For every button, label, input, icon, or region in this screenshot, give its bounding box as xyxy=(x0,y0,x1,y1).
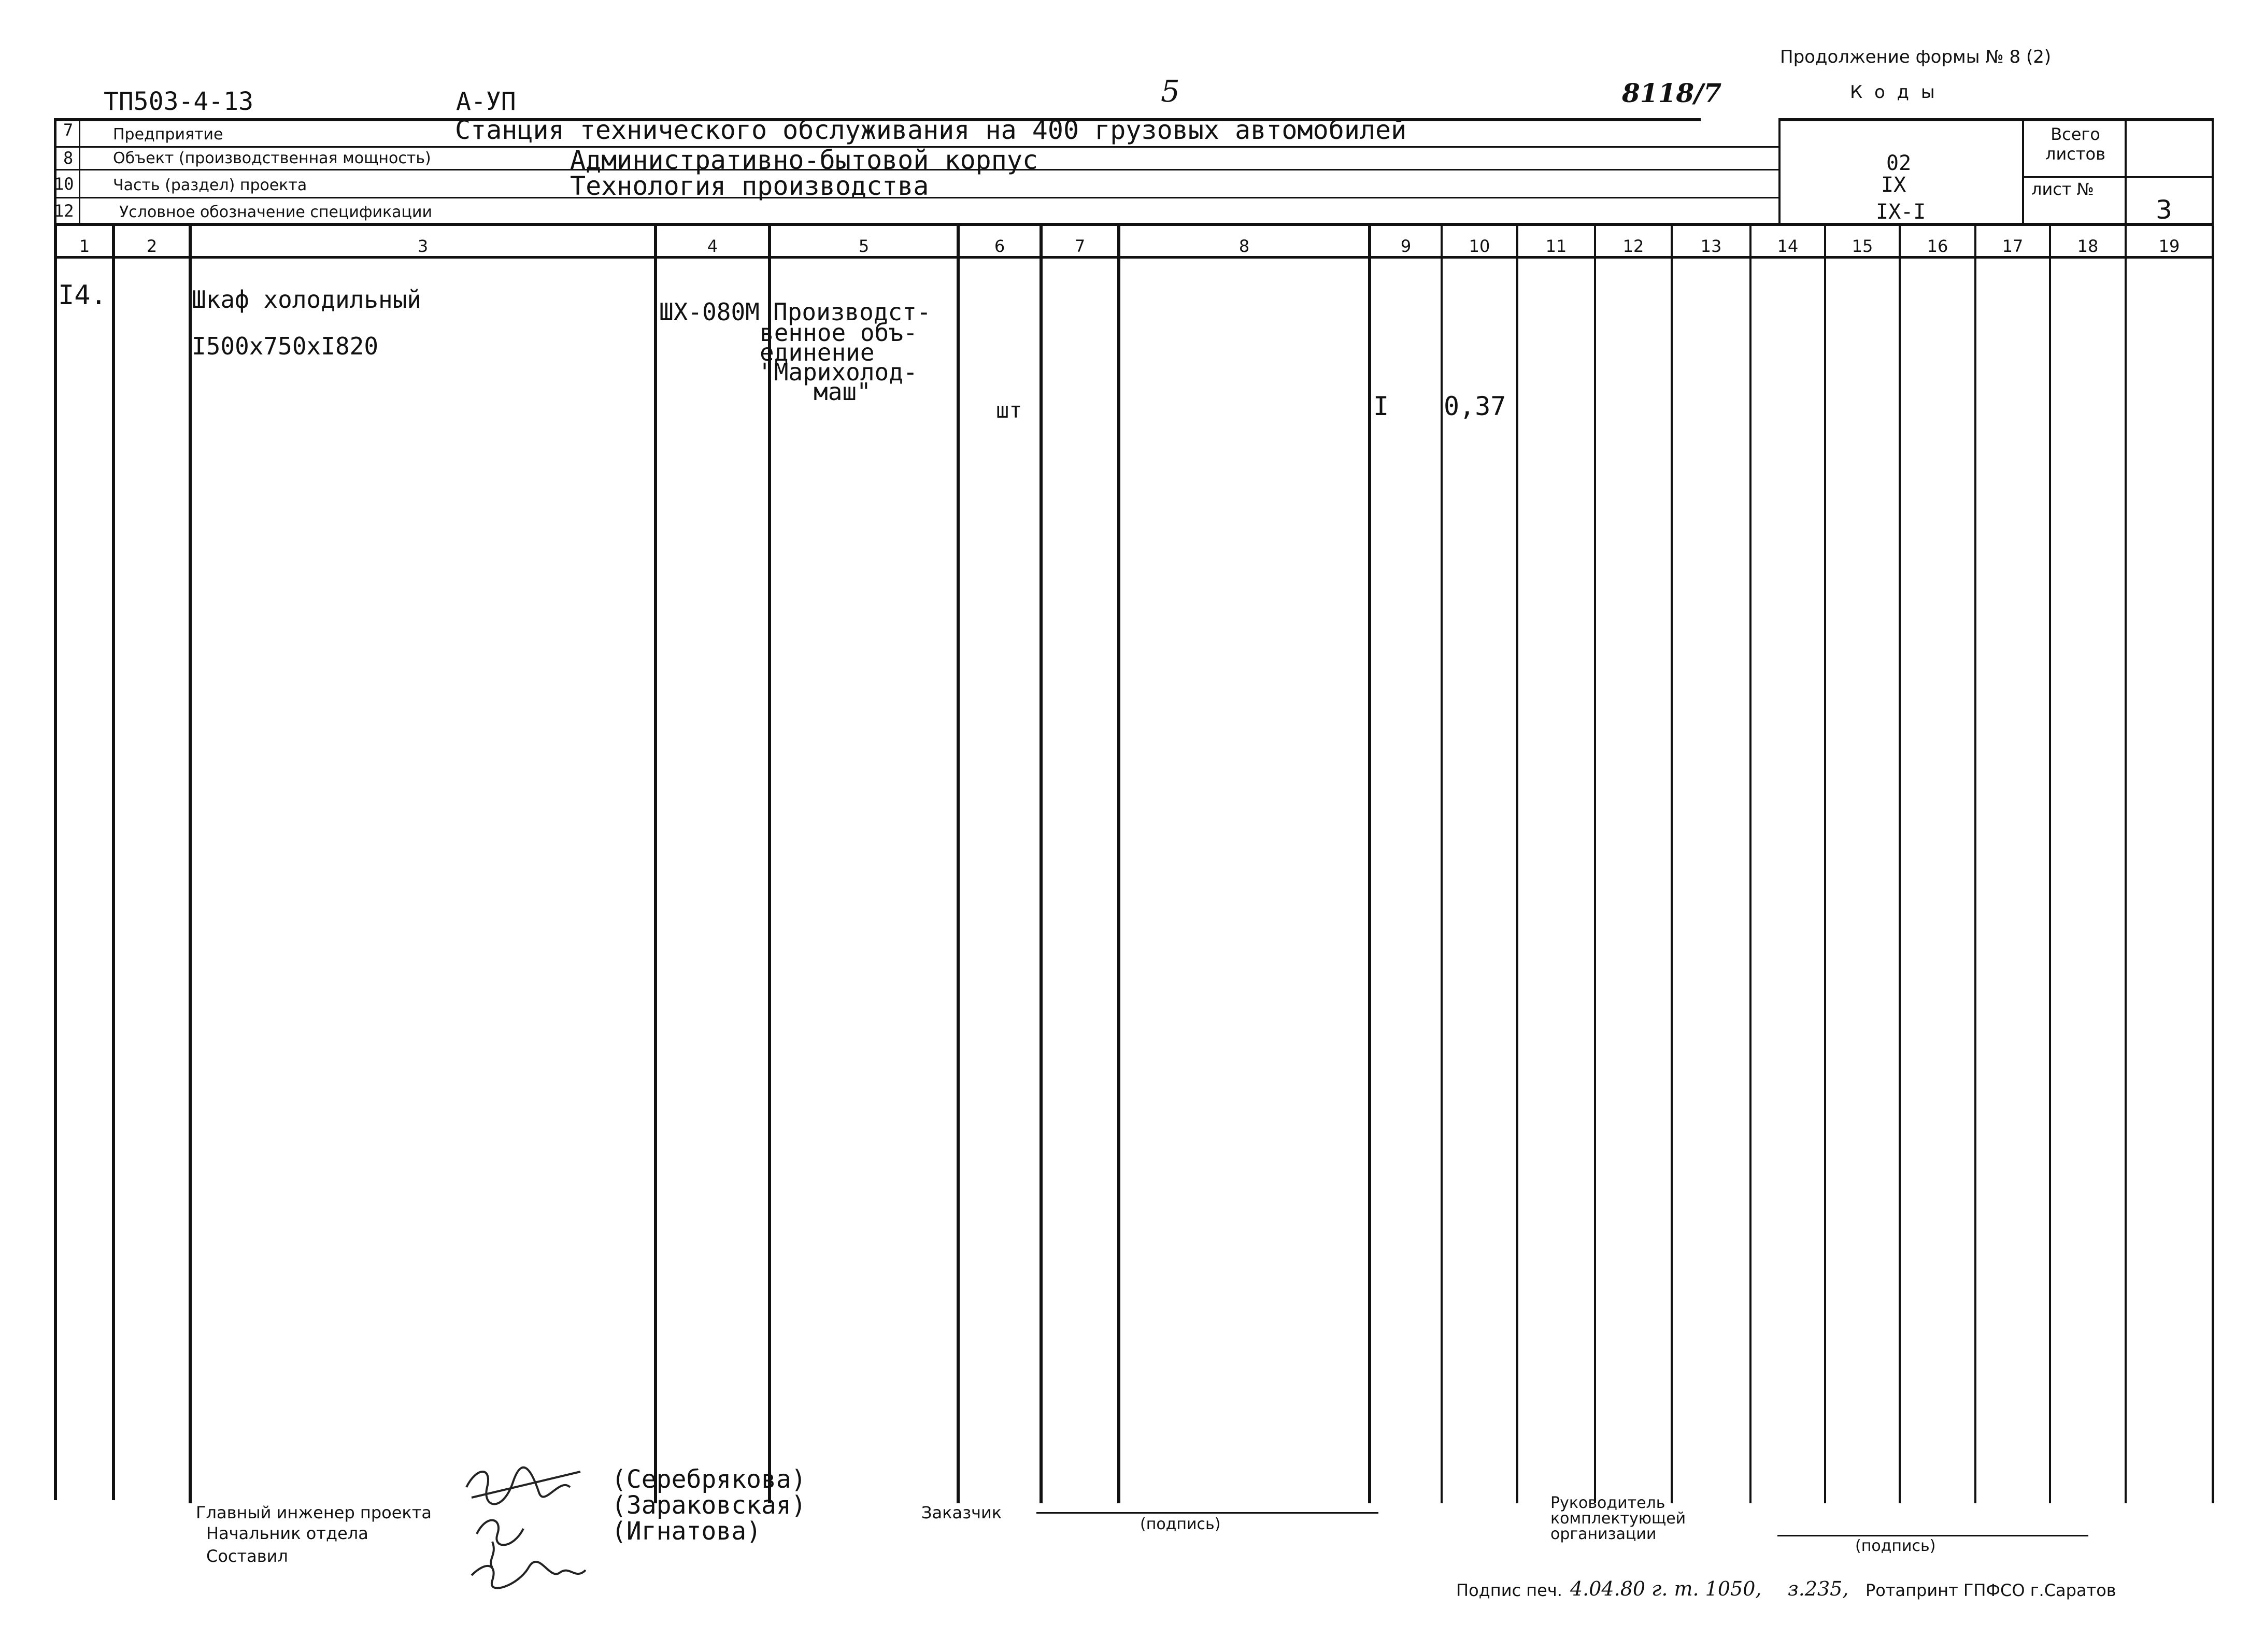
col-line xyxy=(2125,226,2127,1503)
col-line xyxy=(189,226,192,1503)
customer-label: Заказчик xyxy=(921,1503,1002,1522)
header-row-num: 8 xyxy=(63,148,74,168)
code-section: IX xyxy=(1881,173,1906,197)
codes-edge-line xyxy=(2212,118,2214,226)
column-number: 5 xyxy=(858,236,870,256)
col-line xyxy=(2212,226,2214,1503)
supplier-signature-line xyxy=(1777,1535,2088,1536)
supplier-label-line: Руководитель xyxy=(1550,1494,1665,1512)
item-dimensions: I500x750xI820 xyxy=(192,332,379,360)
col-line xyxy=(1824,226,1826,1503)
item-maker-line: Производст- xyxy=(773,298,931,326)
column-number: 1 xyxy=(79,236,90,256)
supplier-label-line: организации xyxy=(1550,1525,1657,1543)
doc-code: ТП503-4-13 xyxy=(104,87,253,116)
column-number: 14 xyxy=(1777,236,1799,256)
dept-head-label: Начальник отдела xyxy=(206,1523,368,1543)
column-number: 16 xyxy=(1927,236,1948,256)
sheet-no-label: лист № xyxy=(2031,179,2094,199)
col-line xyxy=(1441,226,1443,1503)
col-line xyxy=(1594,226,1596,1503)
column-number: 13 xyxy=(1700,236,1722,256)
item-maker-line: "Марихолод- xyxy=(760,358,918,386)
header-label-object: Объект (производственная мощность) xyxy=(113,149,431,167)
print-info-order: з.235, xyxy=(1788,1577,1849,1600)
item-maker-line: единение xyxy=(760,338,875,366)
print-info-label: Подпис печ. xyxy=(1456,1580,1562,1600)
print-info-date: 4.04.80 г. т. 1050, xyxy=(1570,1577,1762,1600)
chief-engineer-label: Главный инженер проекта xyxy=(196,1503,432,1522)
print-info-printer: Ротапринт ГПФСО г.Саратов xyxy=(1866,1580,2116,1600)
col-line xyxy=(1749,226,1752,1503)
column-number: 6 xyxy=(994,236,1005,256)
column-number: 18 xyxy=(2077,236,2099,256)
signatory-name-1: (Серебрякова) xyxy=(611,1465,806,1494)
compiled-by-label: Составил xyxy=(206,1546,288,1566)
sheet-box-line xyxy=(2022,176,2214,178)
sheet-no-value: 3 xyxy=(2156,195,2172,225)
codes-mid-line xyxy=(2022,118,2024,226)
col-line xyxy=(1368,226,1371,1503)
column-number: 9 xyxy=(1400,236,1412,256)
archive-number: 8118/7 xyxy=(1622,78,1722,108)
column-number: 19 xyxy=(2158,236,2180,256)
page-number: 5 xyxy=(1161,74,1180,109)
code-spec: IX-I xyxy=(1876,200,1926,224)
total-sheets-label: Всего листов xyxy=(2045,124,2105,164)
codes-top-line xyxy=(1778,118,2214,121)
col-line xyxy=(957,226,960,1503)
handwritten-signatures xyxy=(456,1456,611,1591)
item-maker-line: венное объ- xyxy=(760,319,918,347)
header-value-enterprise: Станция технического обслуживания на 400 грузовых автомобилей xyxy=(455,115,1407,145)
column-number: 2 xyxy=(146,236,158,256)
column-number: 15 xyxy=(1852,236,1873,256)
col-line xyxy=(768,226,771,1503)
item-maker-line: маш" xyxy=(814,378,871,406)
header-row-num: 10 xyxy=(54,174,74,194)
col-line xyxy=(2049,226,2051,1503)
item-quantity: I xyxy=(1373,391,1389,421)
signatory-name-3: (Игнатова) xyxy=(611,1517,761,1546)
code-object: 02 xyxy=(1886,151,1912,175)
header-label-section: Часть (раздел) проекта xyxy=(113,176,307,194)
codes-right-line xyxy=(2125,118,2127,226)
col-line xyxy=(112,223,115,1500)
col-line xyxy=(1117,226,1120,1503)
item-value: 0,37 xyxy=(1444,391,1506,421)
form-continuation: Продолжение формы № 8 (2) xyxy=(1780,47,2052,67)
customer-signature-line xyxy=(1036,1512,1378,1514)
item-name: Шкаф холодильный xyxy=(192,286,422,314)
album-code: А-УП xyxy=(456,87,516,116)
column-number: 3 xyxy=(417,236,429,256)
header-label-enterprise: Предприятие xyxy=(113,125,223,144)
column-number: 10 xyxy=(1469,236,1490,256)
codes-label: К о д ы xyxy=(1850,82,1938,103)
column-header-bottom-line xyxy=(54,256,2214,259)
header-row-num: 12 xyxy=(54,201,74,221)
item-model: ШХ-080М xyxy=(659,298,760,326)
column-number: 11 xyxy=(1545,236,1567,256)
codes-left-line xyxy=(1778,118,1781,226)
col-line xyxy=(1974,226,1976,1503)
col-line xyxy=(1040,226,1043,1503)
column-number: 4 xyxy=(707,236,718,256)
col-line xyxy=(1516,226,1518,1503)
column-number: 17 xyxy=(2002,236,2024,256)
column-number: 12 xyxy=(1622,236,1644,256)
supplier-label-line: комплектующей xyxy=(1550,1509,1686,1528)
column-number: 8 xyxy=(1238,236,1250,256)
col-line xyxy=(654,226,657,1503)
item-unit: шт xyxy=(996,397,1022,423)
signatory-name-2: (Зараковская) xyxy=(611,1491,806,1520)
header-label-spec: Условное обозначение спецификации xyxy=(119,203,432,221)
header-value-section: Технология производства xyxy=(570,171,929,201)
header-value-object: Административно-бытовой корпус xyxy=(570,145,1038,175)
col-line xyxy=(1671,226,1673,1503)
col-line xyxy=(54,223,57,1500)
header-row-num: 7 xyxy=(63,120,74,140)
column-number: 7 xyxy=(1074,236,1086,256)
row-number: I4. xyxy=(58,280,107,311)
col-line xyxy=(1899,226,1901,1503)
header-num-line xyxy=(79,118,80,226)
signature-caption-2: (подпись) xyxy=(1855,1537,1936,1555)
signature-caption: (подпись) xyxy=(1140,1515,1221,1533)
